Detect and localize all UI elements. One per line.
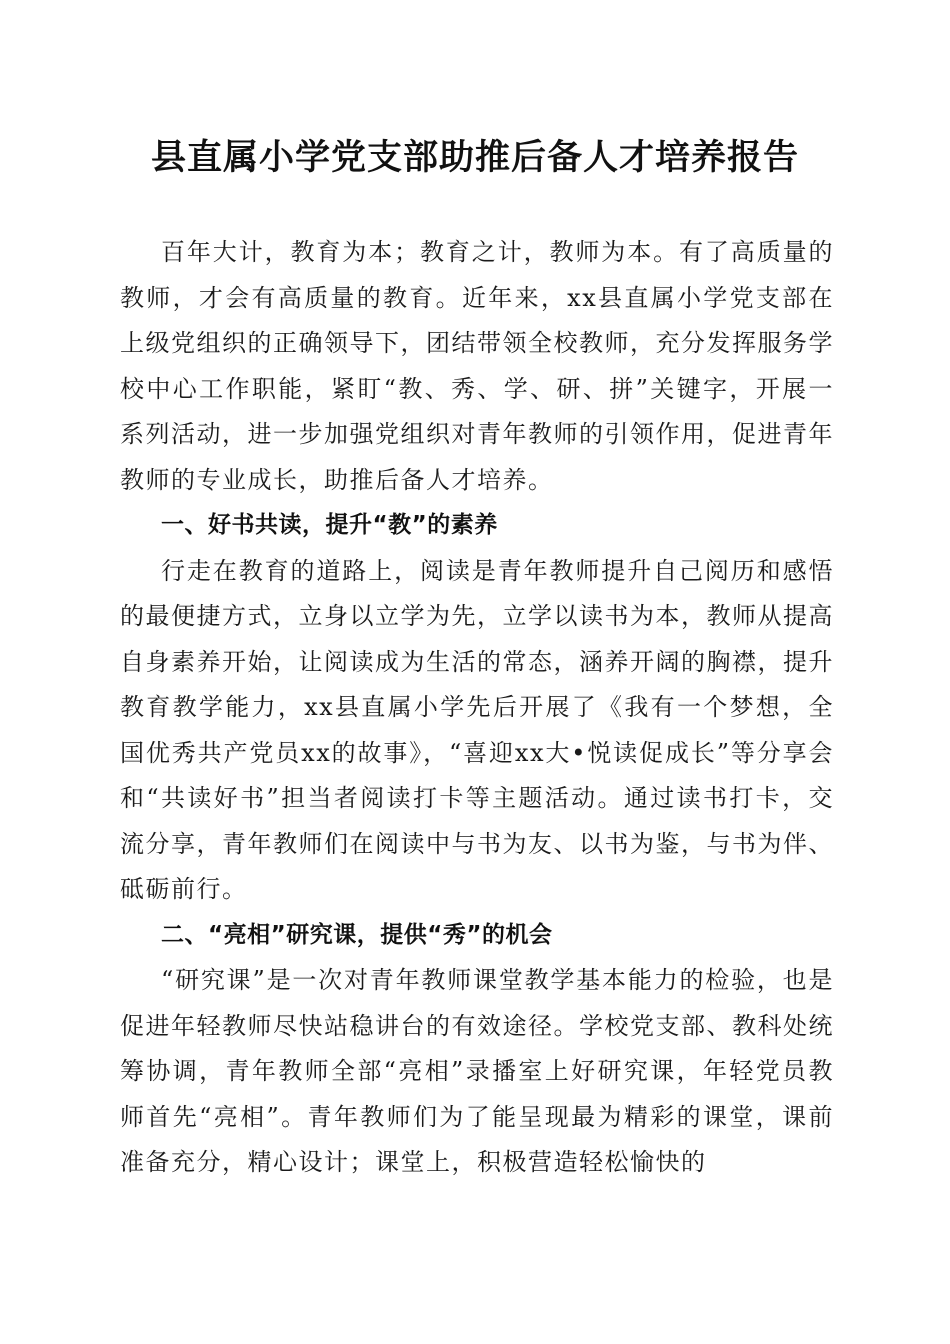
section-heading-1: 一、好书共读，提升“教”的素养 [161, 512, 498, 538]
section-heading-2: 二、“亮相”研究课，提供“秀”的机会 [161, 921, 553, 948]
intro-paragraph: 百年大计，教育为本；教育之计，教师为本。有了高质量的教师，才会有高质量的教育。近年来，xx县直属小学党支部在上级党组织的正确领导下，团结带领全校教师，充分发挥服务学校中心工作职能，紧盯“教、秀、学、研、拼”关键字，开展一系列活动，进一步加强党组织对青年教师的引领作用，促进青年教师的专业成长，助推后备人才培养。 [120, 238, 834, 494]
section-paragraph-2: “研究课”是一次对青年教师课堂教学基本能力的检验，也是促进年轻教师尽快站稳讲台的有效途径。学校党支部、教科处统筹协调，青年教师全部“亮相”录播室上好研究课，年轻党员教师首先“亮相”。青年教师们为了能呈现最为精彩的课堂，课前准备充分，精心设计；课堂上，积极营造轻松愉快的 [120, 966, 834, 1176]
document-body [120, 230, 834, 1186]
section-paragraph-1: 行走在教育的道路上，阅读是青年教师提升自己阅历和感悟的最便捷方式，立身以立学为先，立学以读书为本，教师从提高自身素养开始，让阅读成为生活的常态，涵养开阔的胸襟，提升教育教学能力，xx县直属小学先后开展了《我有一个梦想，全国优秀共产党员xx的故事》，“喜迎xx大•悦读促成长”等分享会和“共读好书”担当者阅读打卡等主题活动。通过读书打卡，交流分享，青年教师们在阅读中与书为友、以书为鉴，与书为伴、砥砺前行。 [120, 556, 834, 903]
document-title: 县直属小学党支部助推后备人才培养报告 [150, 137, 799, 178]
